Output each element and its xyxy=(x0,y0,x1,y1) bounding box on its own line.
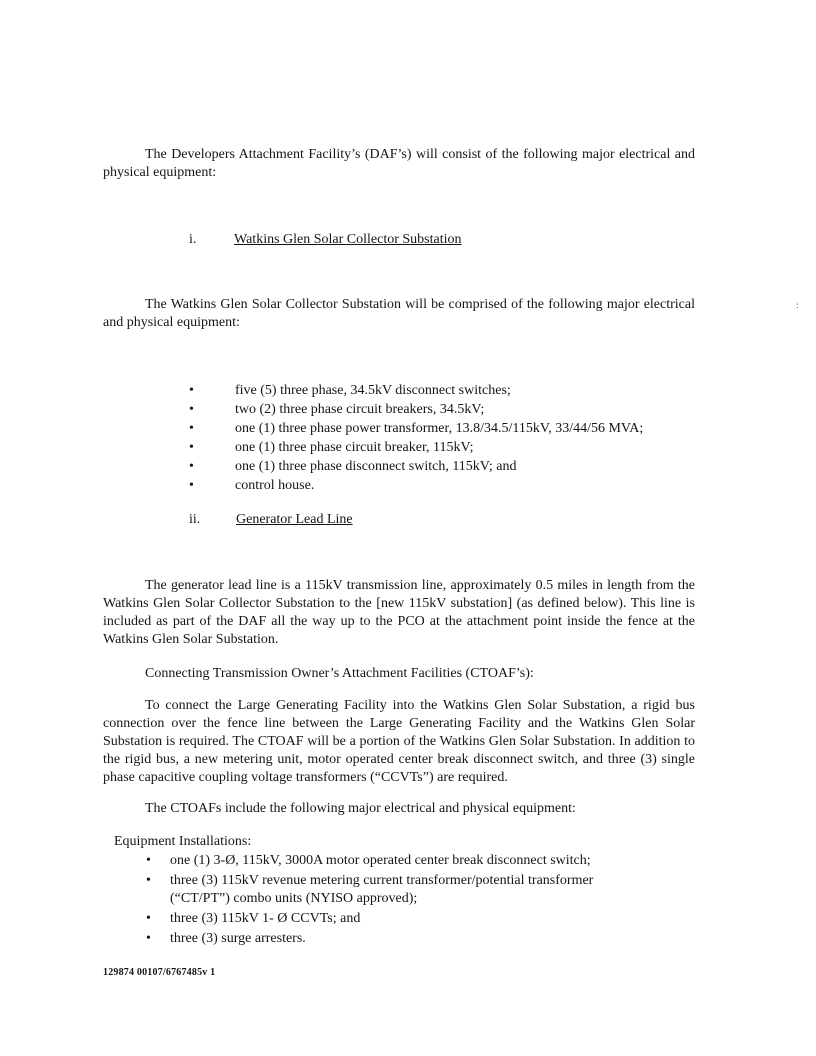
bullet-icon: • xyxy=(146,853,151,868)
section-i-paragraph: The Watkins Glen Solar Collector Substation will be comprised of the following major electrical and physical equipment: xyxy=(103,297,695,330)
ctoaf-heading: Connecting Transmission Owner’s Attachment Facilities (CTOAF’s): xyxy=(145,666,534,681)
margin-speck: : xyxy=(796,300,799,310)
ctoaf-paragraph: To connect the Large Generating Facility into the Watkins Glen Solar Substation, a rigid bus connection over the fence line between the Large Generating Facility and the Watkins Glen Solar Substation is required. The CTOAF will be a portion of the Watkins Glen Solar Substation. In addition to the rigid bus, a new metering unit, motor operated center break disconnect switch, and three (3) single phase capacitive coupling voltage transformers (“CCVTs”) are required. xyxy=(103,698,695,785)
list-item: • control house. xyxy=(189,478,315,493)
bullet-icon: • xyxy=(189,440,194,455)
list-item: • five (5) three phase, 34.5kV disconnect switches; xyxy=(189,383,511,398)
list-item: • one (1) three phase circuit breaker, 115kV; xyxy=(189,440,474,455)
list-item: • one (1) three phase disconnect switch, 115kV; and xyxy=(189,459,517,474)
list-item: • three (3) 115kV revenue metering current transformer/potential transformer (“CT/PT”) combo units (NYISO approved); xyxy=(146,873,594,906)
list-item: • three (3) 115kV 1- Ø CCVTs; and xyxy=(146,911,361,926)
bullet-icon: • xyxy=(189,383,194,398)
substation-equipment-list xyxy=(189,381,643,495)
bullet-icon: • xyxy=(146,873,151,888)
bullet-icon: • xyxy=(189,459,194,474)
section-ii-title: Generator Lead Line xyxy=(236,512,353,527)
section-i-number: i. xyxy=(189,232,197,247)
section-ii-number: ii. xyxy=(189,512,201,527)
list-item: • one (1) 3-Ø, 115kV, 3000A motor operated center break disconnect switch; xyxy=(146,853,591,868)
bullet-icon: • xyxy=(189,421,194,436)
bullet-icon: • xyxy=(146,911,151,926)
list-item: • two (2) three phase circuit breakers, 34.5kV; xyxy=(189,402,485,417)
installations-list xyxy=(146,852,650,950)
list-item: • three (3) surge arresters. xyxy=(146,931,306,946)
ctoaf-equipment-intro: The CTOAFs include the following major electrical and physical equipment: xyxy=(145,801,576,816)
document-footer-id: 129874 00107/6767485v 1 xyxy=(103,967,216,978)
bullet-icon: • xyxy=(189,402,194,417)
bullet-icon: • xyxy=(146,931,151,946)
section-ii-paragraph: The generator lead line is a 115kV transmission line, approximately 0.5 miles in length from the Watkins Glen Solar Collector Substation to the [new 115kV substation] (as defined below). This line is included as part of the DAF all the way up to the PCO at the attachment point inside the fence at the Watkins Glen Solar Substation. xyxy=(103,578,695,647)
section-i-title: Watkins Glen Solar Collector Substation xyxy=(234,232,462,247)
installations-label: Equipment Installations: xyxy=(114,834,252,849)
intro-paragraph: The Developers Attachment Facility’s (DAF’s) will consist of the following major electrical and physical equipment: xyxy=(103,147,695,180)
list-item: • one (1) three phase power transformer, 13.8/34.5/115kV, 33/44/56 MVA; xyxy=(189,421,644,436)
bullet-icon: • xyxy=(189,478,194,493)
